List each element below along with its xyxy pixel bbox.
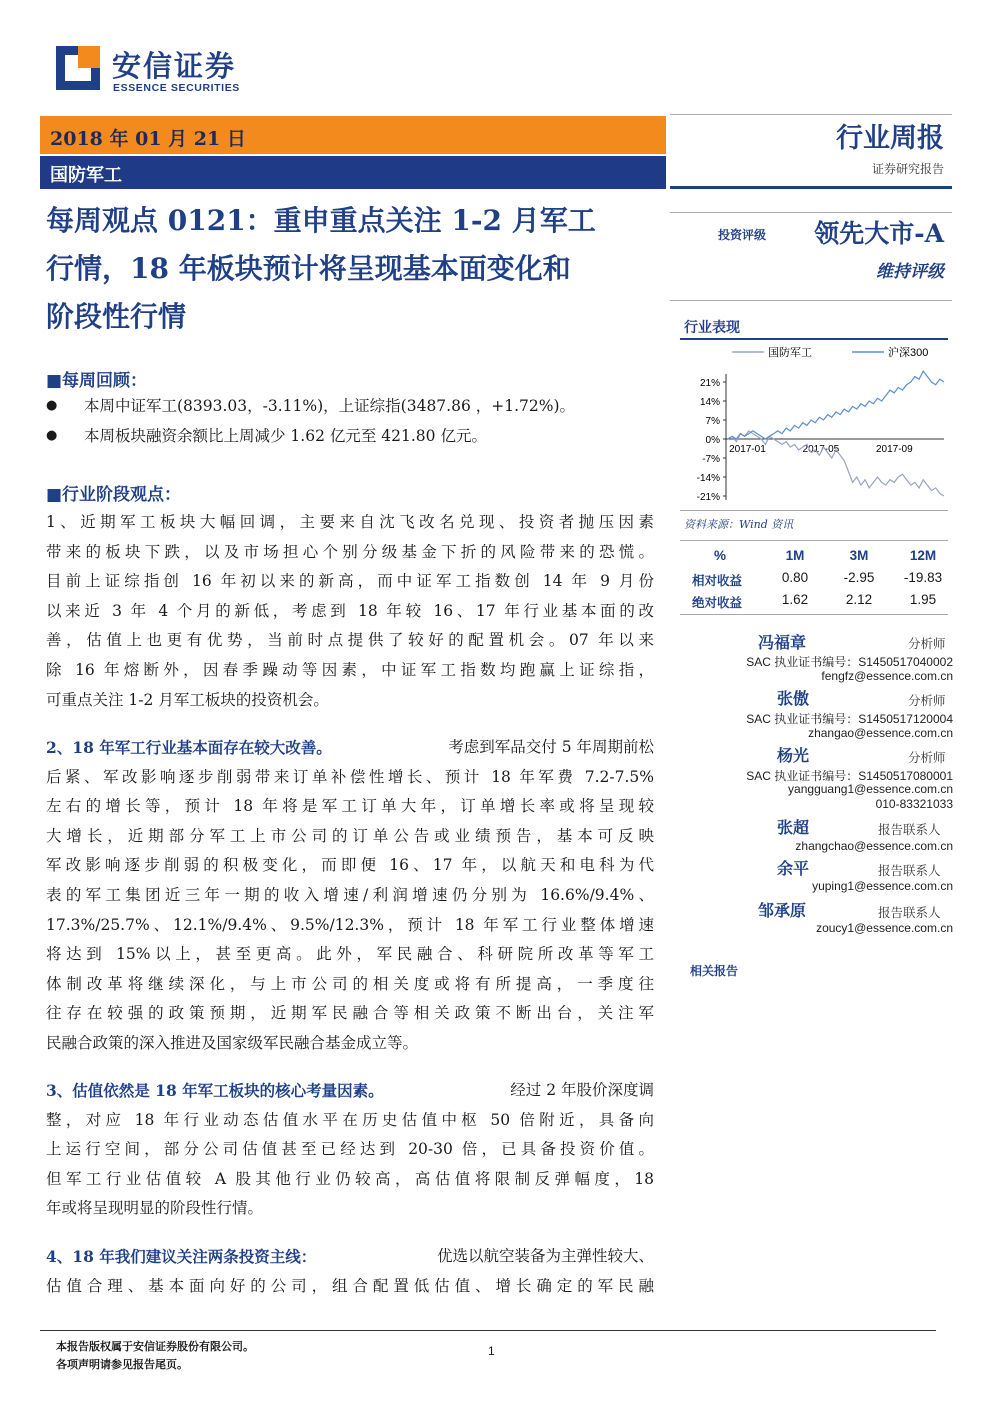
text-line xyxy=(46,733,654,763)
analyst-name: 张傲 xyxy=(777,689,810,708)
analyst-role: 报告联系人 xyxy=(878,822,941,837)
text-run: 考虑到军品交付 5 年周期前松 xyxy=(448,738,654,756)
text-line: 整，对应 18 年行业动态估值水平在历史估值中枢 50 倍附近，具备向 xyxy=(46,1110,654,1129)
text-line: 善，估值上也更有优势，当前时点提供了较好的配置机会。07 年以来 xyxy=(46,631,654,650)
analyst-name: 冯福章 xyxy=(758,633,807,652)
report-subtype: 证券研究报告 xyxy=(871,162,944,176)
x-tick-label: 2017-01 xyxy=(729,444,766,455)
y-tick-label: 0% xyxy=(705,435,720,446)
analyst-role: 报告联系人 xyxy=(878,905,941,920)
text-line: 民融合政策的深入推进及国家级军民融合基金成立等。 xyxy=(46,1033,419,1052)
text-run: 经过 2 年股价深度调 xyxy=(510,1081,654,1099)
table-cell: -2.95 xyxy=(843,570,875,585)
weekly-bullet: 本周板块融资余额比上周减少 1.62 亿元至 421.80 亿元。 xyxy=(84,427,487,445)
text-line: 体制改革将继续深化，与上市公司的相关度或将有所提高，一季度往 xyxy=(46,974,654,993)
y-ticks xyxy=(697,378,944,503)
bullet-icon: ● xyxy=(46,398,58,413)
x-ticks xyxy=(729,444,913,455)
text-line xyxy=(46,1242,654,1272)
analyst-email: yuping1@essence.com.cn xyxy=(812,879,953,893)
series-line-0 xyxy=(728,431,944,496)
analyst-sac: SAC 执业证书编号：S1450517080001 xyxy=(746,769,953,783)
text-line: 以来近 3 年 4 个月的新低，考虑到 18 年较 16、17 年行业基本面的改 xyxy=(46,601,654,620)
text-line: 17.3%/25.7%、12.1%/9.4%、9.5%/12.3%，预计 18 年军工行业整体增速 xyxy=(46,915,654,934)
page-number: 1 xyxy=(488,1344,495,1358)
performance-title: 行业表现 xyxy=(684,320,740,336)
text-line: 往存在较强的政策预期，近期军民融合等相关政策不断出台，关注军 xyxy=(46,1004,654,1023)
divider xyxy=(670,212,952,213)
analyst-email: zhangchao@essence.com.cn xyxy=(795,839,953,853)
text-line: 1、近期军工板块大幅回调，主要来自沈飞改名兑现、投资者抛压因素 xyxy=(46,513,654,531)
analyst-name: 杨光 xyxy=(777,746,810,765)
rating-label: 投资评级 xyxy=(718,228,767,242)
text-line: 目前上证综指创 16 年初以来的新高，而中证军工指数创 14 年 9 月份 xyxy=(46,572,654,591)
text-line: 估值合理、基本面向好的公司，组合配置低估值、增长确定的军民融 xyxy=(46,1276,654,1295)
paragraph-1 xyxy=(46,508,654,715)
table-header: 1M xyxy=(785,548,805,563)
text-line: 军改影响逐步削弱的积极变化，而即便 16、17 年，以航天和电科为代 xyxy=(46,856,654,875)
table-header: % xyxy=(713,548,726,563)
y-tick-label: 7% xyxy=(705,416,720,427)
analyst-email: fengfz@essence.com.cn xyxy=(821,669,953,683)
rating-value: 领先大市-A xyxy=(814,219,944,248)
paragraph-heading: 4、18 年我们建议关注两条投资主线： xyxy=(46,1247,317,1266)
series-line-1 xyxy=(728,371,944,439)
series-lines xyxy=(728,371,944,496)
analyst-role: 分析师 xyxy=(908,636,946,651)
essence-logo-icon xyxy=(56,46,100,90)
divider xyxy=(680,614,948,615)
report-type: 行业周报 xyxy=(836,123,944,154)
analyst-email: zoucy1@essence.com.cn xyxy=(816,921,953,935)
divider xyxy=(680,510,948,511)
table-row-label: 绝对收益 xyxy=(692,595,743,610)
y-tick-label: 21% xyxy=(699,378,720,389)
headline xyxy=(46,197,666,341)
weekly-bullet: 本周中证军工(8393.03，-3.11%)，上证综指(3487.86 ，+1.72%)。 xyxy=(84,397,576,415)
performance-chart xyxy=(680,340,948,510)
analyst-name: 余平 xyxy=(777,859,810,878)
text-line: 后紧、军改影响逐步削弱带来订单补偿性增长、预计 18 年军费 7.2-7.5% xyxy=(46,767,654,786)
text-line: 带来的板块下跌，以及市场担心个别分级基金下折的风险带来的恐慌。 xyxy=(46,542,654,561)
text-line: 年或将呈现明显的阶段性行情。 xyxy=(46,1199,264,1218)
section-weekly-title: ■每周回顾： xyxy=(46,371,148,391)
analyst-sac: SAC 执业证书编号：S1450517040002 xyxy=(746,655,953,669)
text-line: 除 16 年熔断外，因春季躁动等因素，中证军工指数均跑赢上证综指， xyxy=(46,660,654,679)
brand-name-en: ESSENCE SECURITIES xyxy=(113,82,240,94)
text-line: 将达到 15%以上，甚至更高。此外，军民融合、科研院所改革等军工 xyxy=(46,945,654,964)
divider xyxy=(670,114,952,115)
text-line: 大增长，近期部分军工上市公司的订单公告或业绩预告，基本可反映 xyxy=(46,826,654,845)
analyst-name: 邹承原 xyxy=(758,901,807,920)
x-tick-label: 2017-09 xyxy=(875,444,913,455)
section-view-title: ■行业阶段观点： xyxy=(46,485,182,505)
paragraph-3 xyxy=(46,1076,654,1224)
y-tick-label: -14% xyxy=(696,473,720,484)
sector-name: 国防军工 xyxy=(50,165,122,186)
analyst-role: 分析师 xyxy=(908,750,946,765)
headline-line: 阶段性行情 xyxy=(46,300,187,333)
analyst-role: 分析师 xyxy=(908,693,946,708)
paragraph-heading: 3、估值依然是 18 年军工板块的核心考量因素。 xyxy=(46,1081,384,1100)
y-tick-label: 14% xyxy=(699,397,720,408)
headline-line: 每周观点 0121：重申重点关注 1-2 月军工 xyxy=(46,204,596,237)
table-cell: 1.95 xyxy=(909,592,937,607)
table-cell: 0.80 xyxy=(781,570,809,585)
report-date: 2018 年 01 月 21 日 xyxy=(50,128,246,150)
sector-bar xyxy=(40,156,666,189)
table-cell: 1.62 xyxy=(781,592,809,607)
analyst-role: 报告联系人 xyxy=(878,863,941,878)
paragraph-heading: 2、18 年军工行业基本面存在较大改善。 xyxy=(46,738,332,757)
divider xyxy=(670,186,952,189)
analyst-email: zhangao@essence.com.cn xyxy=(808,726,953,740)
text-line: 可重点关注 1-2 月军工板块的投资机会。 xyxy=(46,690,329,709)
divider xyxy=(680,540,948,541)
legend-label-hs300: 沪深300 xyxy=(888,347,929,359)
related-reports-title: 相关报告 xyxy=(690,964,739,978)
legend-label-defense: 国防军工 xyxy=(768,347,812,359)
analyst-name: 张超 xyxy=(777,818,810,837)
table-header: 3M xyxy=(849,548,869,563)
y-tick-label: -21% xyxy=(696,492,720,503)
headline-line: 行情，18 年板块预计将呈现基本面变化和 xyxy=(46,252,571,285)
table-cell: 2.12 xyxy=(845,592,873,607)
footer-copyright: 本报告版权属于安信证券股份有限公司。 xyxy=(56,1340,254,1353)
divider xyxy=(670,300,952,301)
brand-name-cn: 安信证券 xyxy=(112,51,237,83)
table-row-label: 相对收益 xyxy=(692,573,743,588)
table-header: 12M xyxy=(909,548,937,563)
rating-action: 维持评级 xyxy=(876,262,944,282)
text-line: 左右的增长等，预计 18 年将是军工订单大年，订单增长率或将呈现较 xyxy=(46,797,654,816)
chart-source: 资料来源：Wind 资讯 xyxy=(684,518,794,531)
paragraph-2 xyxy=(46,733,654,1059)
paragraph-4 xyxy=(46,1242,654,1301)
text-line: 表的军工集团近三年一期的收入增速/利润增速仍分别为 16.6%/9.4%、 xyxy=(46,885,654,904)
bullet-icon: ● xyxy=(46,428,58,443)
x-tick-label: 2017-05 xyxy=(802,444,840,455)
text-line xyxy=(46,1076,654,1106)
analyst-sac: SAC 执业证书编号：S1450517120004 xyxy=(746,712,953,726)
footer-divider xyxy=(40,1330,936,1331)
text-line: 上运行空间，部分公司估值甚至已经达到 20-30 倍，已具备投资价值。 xyxy=(46,1140,654,1159)
text-run: 优选以航空装备为主弹性较大、 xyxy=(436,1247,654,1265)
table-cell: -19.83 xyxy=(903,570,943,585)
y-tick-label: -7% xyxy=(702,454,720,465)
text-line: 但军工行业估值较 A 股其他行业仍较高，高估值将限制反弹幅度，18 xyxy=(46,1169,654,1188)
analyst-email: yangguang1@essence.com.cn xyxy=(788,782,953,796)
analyst-phone: 010-83321033 xyxy=(875,797,953,811)
footer-disclaimer: 各项声明请参见报告尾页。 xyxy=(56,1358,188,1371)
